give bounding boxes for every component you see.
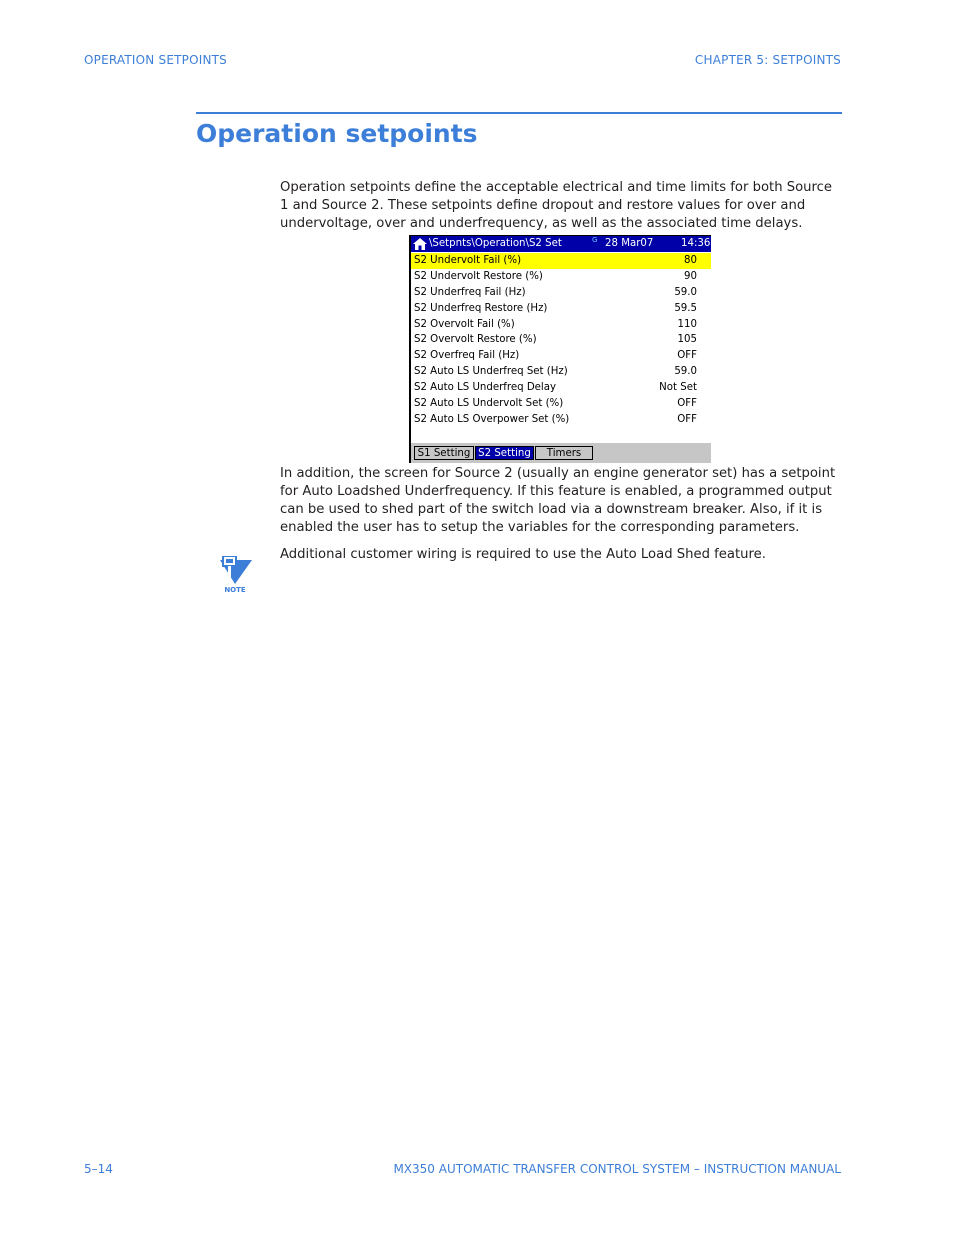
setpoint-label: S2 Underfreq Restore (Hz): [414, 302, 548, 314]
setpoint-row[interactable]: [411, 285, 711, 301]
setpoint-row[interactable]: [411, 412, 711, 428]
setpoint-value: 59.0: [674, 286, 697, 298]
note-pointer-icon: [217, 556, 253, 586]
setpoint-row[interactable]: [411, 301, 711, 317]
note-paragraph: Additional customer wiring is required to use the Auto Load Shed feature.: [280, 547, 766, 562]
setpoint-label: S2 Overvolt Fail (%): [414, 318, 515, 330]
tab-timers[interactable]: Timers: [535, 446, 593, 460]
setpoint-list: [411, 253, 711, 428]
setpoint-row[interactable]: [411, 364, 711, 380]
setpoint-label: S2 Overvolt Restore (%): [414, 334, 537, 346]
page-number: 5–14: [84, 1162, 113, 1176]
screen-tabbar: [411, 443, 711, 463]
setpoint-value: OFF: [677, 413, 697, 425]
screen-titlebar: [411, 236, 711, 252]
tab-s2-setting[interactable]: S2 Setting: [475, 446, 534, 460]
note-label: NOTE: [224, 586, 246, 594]
setpoint-value: 105: [677, 334, 697, 346]
generator-flag-icon: G: [592, 236, 598, 244]
setpoint-label: S2 Underfreq Fail (Hz): [414, 286, 526, 298]
section-title: Operation setpoints: [196, 119, 478, 148]
setpoint-row[interactable]: [411, 253, 711, 269]
title-rule: [196, 112, 842, 114]
home-icon: [413, 238, 427, 250]
setpoints-screen: [409, 235, 711, 463]
setpoint-label: S2 Undervolt Restore (%): [414, 270, 543, 282]
setpoint-row[interactable]: [411, 396, 711, 412]
setpoint-row[interactable]: [411, 380, 711, 396]
setpoint-value: OFF: [677, 350, 697, 362]
setpoint-label: S2 Undervolt Fail (%): [414, 255, 522, 266]
setpoint-label: S2 Overfreq Fail (Hz): [414, 350, 520, 362]
manual-title: MX350 AUTOMATIC TRANSFER CONTROL SYSTEM – INSTRUCTION MANUAL: [393, 1162, 841, 1176]
addition-paragraph: In addition, the screen for Source 2 (usually an engine generator set) has a setpoint for Auto Loadshed Underfrequency. If this feature is enabled, a programmed output can be used to shed part of the switch load via a downstream breaker. Also, if it is enabled the user has to setup the variables for the corresponding parameters.: [280, 466, 836, 535]
setpoint-value: OFF: [677, 398, 697, 410]
setpoint-row[interactable]: [411, 332, 711, 348]
setpoint-row[interactable]: [411, 317, 711, 333]
setpoint-label: S2 Auto LS Underfreq Delay: [414, 382, 557, 394]
setpoint-label: S2 Auto LS Overpower Set (%): [414, 413, 570, 425]
setpoint-label: S2 Auto LS Undervolt Set (%): [414, 398, 564, 410]
screen-time: 14:36: [681, 238, 711, 249]
setpoint-value: 80: [684, 255, 697, 266]
setpoint-value: 59.0: [674, 366, 697, 378]
intro-paragraph: Operation setpoints define the acceptable electrical and time limits for both Source 1 and Source 2. These setpoints define dropout and restore values for over and undervoltage, over and underfrequency, as well as the associated time delays.: [280, 180, 833, 231]
running-header-chapter: CHAPTER 5: SETPOINTS: [694, 53, 841, 67]
setpoint-value: 59.5: [674, 302, 697, 314]
screen-path: \Setpnts\Operation\S2 Set: [429, 238, 562, 249]
tab-s1-setting[interactable]: S1 Setting: [414, 446, 474, 460]
setpoint-label: S2 Auto LS Underfreq Set (Hz): [414, 366, 568, 378]
note-icon: [217, 556, 253, 596]
running-header-section: OPERATION SETPOINTS: [84, 53, 227, 67]
setpoint-value: Not Set: [659, 382, 697, 394]
setpoint-value: 90: [684, 270, 697, 282]
setpoint-row[interactable]: [411, 269, 711, 285]
screen-date: 28 Mar07: [605, 238, 654, 249]
setpoint-value: 110: [677, 318, 697, 330]
setpoint-row[interactable]: [411, 348, 711, 364]
